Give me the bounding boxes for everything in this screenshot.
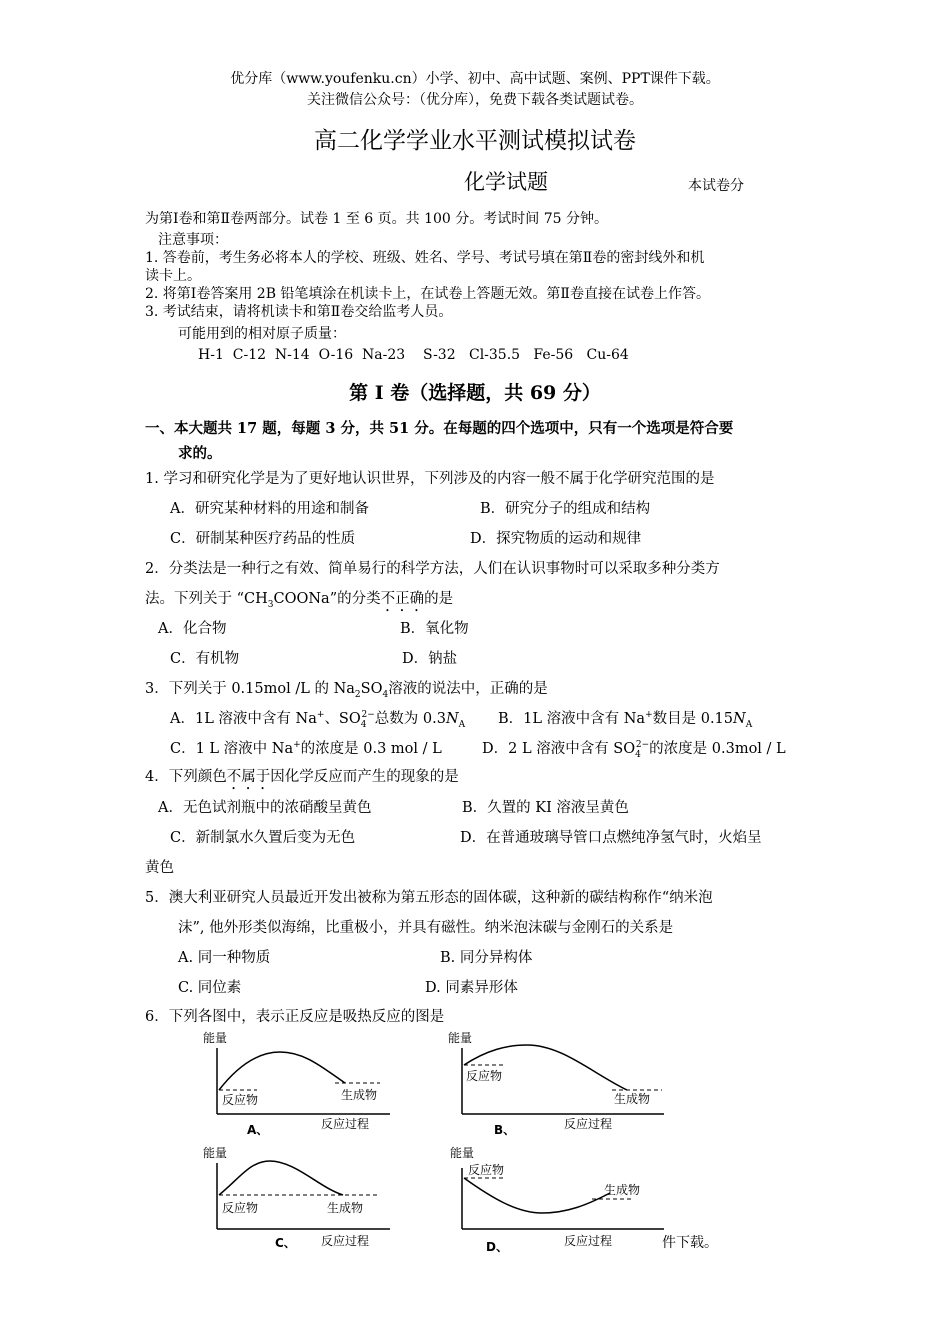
q1-stem: 1. 学习和研究化学是为了更好地认识世界，下列涉及的内容一般不属于化学研究范围的是 <box>145 471 715 487</box>
q1-option-c: C．研制某种医疗药品的性质 <box>170 531 356 547</box>
diagram-c-label: C、 <box>275 1236 296 1250</box>
q2-option-b: B．氧化物 <box>400 621 469 637</box>
q4-option-d-cont: 黄色 <box>145 860 174 876</box>
q2-option-a: A．化合物 <box>158 621 227 637</box>
q4-stem: 4．下列颜色不属于因化学反应而产生的现象的是 <box>145 769 459 785</box>
q4-option-c: C．新制氯水久置后变为无色 <box>170 830 356 846</box>
q4-option-b: B．久置的 KI 溶液呈黄色 <box>462 800 629 816</box>
q3-option-a: A．1L 溶液中含有 Na+、$SO_4^{2-}$总数为 $0.3N_A$ <box>170 710 466 730</box>
energy-label: 能量 <box>450 1146 475 1160</box>
atomic-mass-heading: 可能用到的相对原子质量： <box>178 326 346 342</box>
product-label: 生成物 <box>327 1201 364 1215</box>
subtitle: 化学试题 <box>464 170 548 194</box>
q2-option-c: C．有机物 <box>170 651 240 667</box>
q5-option-d: D. 同素异形体 <box>425 980 518 996</box>
q5-option-b: B. 同分异构体 <box>440 950 533 966</box>
q4-option-d: D．在普通玻璃导管口点燃纯净氢气时，火焰呈 <box>460 830 762 846</box>
energy-curve <box>464 1045 627 1090</box>
q3-option-b: B．1L 溶液中含有 Na+数目是 $0.15N_A$ <box>498 710 753 730</box>
intro-text: 为第Ⅰ卷和第Ⅱ卷两部分。试卷 1 至 6 页。共 100 分。考试时间 75 分钟。 <box>145 211 608 227</box>
footer-fragment: 件下载。 <box>662 1235 718 1251</box>
energy-label: 能量 <box>203 1031 228 1045</box>
energy-diagram-b <box>442 1028 672 1143</box>
notice-item-1-cont: 读卡上。 <box>145 268 201 284</box>
header-line-2: 关注微信公众号：（优分库），免费下载各类试题试卷。 <box>307 92 643 108</box>
process-label: 反应过程 <box>321 1117 370 1131</box>
emphasis-not-belong: 不属于 <box>226 769 271 785</box>
energy-curve <box>464 1178 610 1213</box>
diagram-a-label: A、 <box>247 1123 269 1137</box>
q3-stem: 3．下列关于 0.15mol /L 的 $Na_2SO_4$溶液的说法中，正确的是 <box>145 681 548 700</box>
q6-stem: 6．下列各图中，表示正反应是吸热反应的图是 <box>145 1009 445 1025</box>
product-label: 生成物 <box>604 1183 641 1197</box>
energy-diagram-d <box>442 1143 672 1258</box>
notice-item-1: 1. 答卷前，考生务必将本人的学校、班级、姓名、学号、考试号填在第Ⅱ卷的密封线外和机 <box>145 250 705 266</box>
q5-stem-line-2: 沫”, 他外形类似海绵，比重极小，并具有磁性。纳米泡沫碳与金刚石的关系是 <box>178 920 674 936</box>
header-line-1: 优分库（www.youfenku.cn）小学、初中、高中试题、案例、PPT课件下载。 <box>230 71 720 87</box>
q5-option-a: A. 同一种物质 <box>178 950 271 966</box>
energy-diagram-a <box>195 1028 405 1143</box>
part1-instructions-cont: 求的。 <box>178 445 222 462</box>
reactant-label: 反应物 <box>466 1069 503 1083</box>
subtitle-note: 本试卷分 <box>688 178 744 194</box>
reactant-label: 反应物 <box>468 1163 505 1177</box>
q2-stem-line-1: 2．分类法是一种行之有效、简单易行的科学方法，人们在认识事物时可以采取多种分类方 <box>145 561 720 577</box>
notice-item-3: 3. 考试结束，请将机读卡和第Ⅱ卷交给监考人员。 <box>145 304 453 320</box>
product-label: 生成物 <box>614 1092 651 1106</box>
part1-instructions: 一、本大题共 17 题，每题 3 分，共 51 分。在每题的四个选项中，只有一个选项是符合要 <box>145 420 734 437</box>
emphasis-not-correct: 不正确 <box>380 591 425 607</box>
q4-option-a: A．无色试剂瓶中的浓硝酸呈黄色 <box>158 800 372 816</box>
energy-label: 能量 <box>448 1031 473 1045</box>
q2-option-d: D．钠盐 <box>402 651 458 667</box>
q1-option-b: B．研究分子的组成和结构 <box>480 501 651 517</box>
q2-stem-line-2: 法。下列关于 “$CH_3COONa$”的分类不正确的是 <box>145 591 454 610</box>
q3-option-d: D．2 L 溶液中含有 $SO_4^{2-}$的浓度是 0.3mol / L <box>482 740 786 760</box>
q5-stem-line-1: 5．澳大利亚研究人员最近开发出被称为第五形态的固体碳，这种新的碳结构称作“纳米泡 <box>145 890 713 906</box>
process-label: 反应过程 <box>564 1117 613 1131</box>
energy-label: 能量 <box>203 1146 228 1160</box>
section-title: 第 I 卷（选择题，共 69 分） <box>349 382 601 404</box>
process-label: 反应过程 <box>564 1234 613 1248</box>
reactant-label: 反应物 <box>222 1201 259 1215</box>
atomic-mass-values: H-1 C-12 N-14 O-16 Na-23 S-32 Cl-35.5 Fe-56 Cu-64 <box>198 347 629 363</box>
diagram-b-label: B、 <box>494 1123 516 1137</box>
page-title: 高二化学学业水平测试模拟试卷 <box>314 128 636 154</box>
q5-option-c: C. 同位素 <box>178 980 242 996</box>
energy-diagram-c <box>195 1143 405 1258</box>
reactant-label: 反应物 <box>222 1093 259 1107</box>
product-label: 生成物 <box>341 1088 378 1102</box>
energy-curve <box>219 1052 345 1090</box>
process-label: 反应过程 <box>321 1234 370 1248</box>
q1-option-d: D．探究物质的运动和规律 <box>470 531 642 547</box>
diagram-d-label: D、 <box>486 1240 508 1254</box>
energy-curve <box>219 1161 343 1195</box>
notice-item-2: 2. 将第Ⅰ卷答案用 2B 铅笔填涂在机读卡上，在试卷上答题无效。第Ⅱ卷直接在试卷上作答。 <box>145 286 710 302</box>
q1-option-a: A．研究某种材料的用途和制备 <box>170 501 369 517</box>
q3-option-c: C．1 L 溶液中 Na+的浓度是 0.3 mol / L <box>170 740 442 757</box>
notice-heading: 注意事项： <box>158 232 228 248</box>
